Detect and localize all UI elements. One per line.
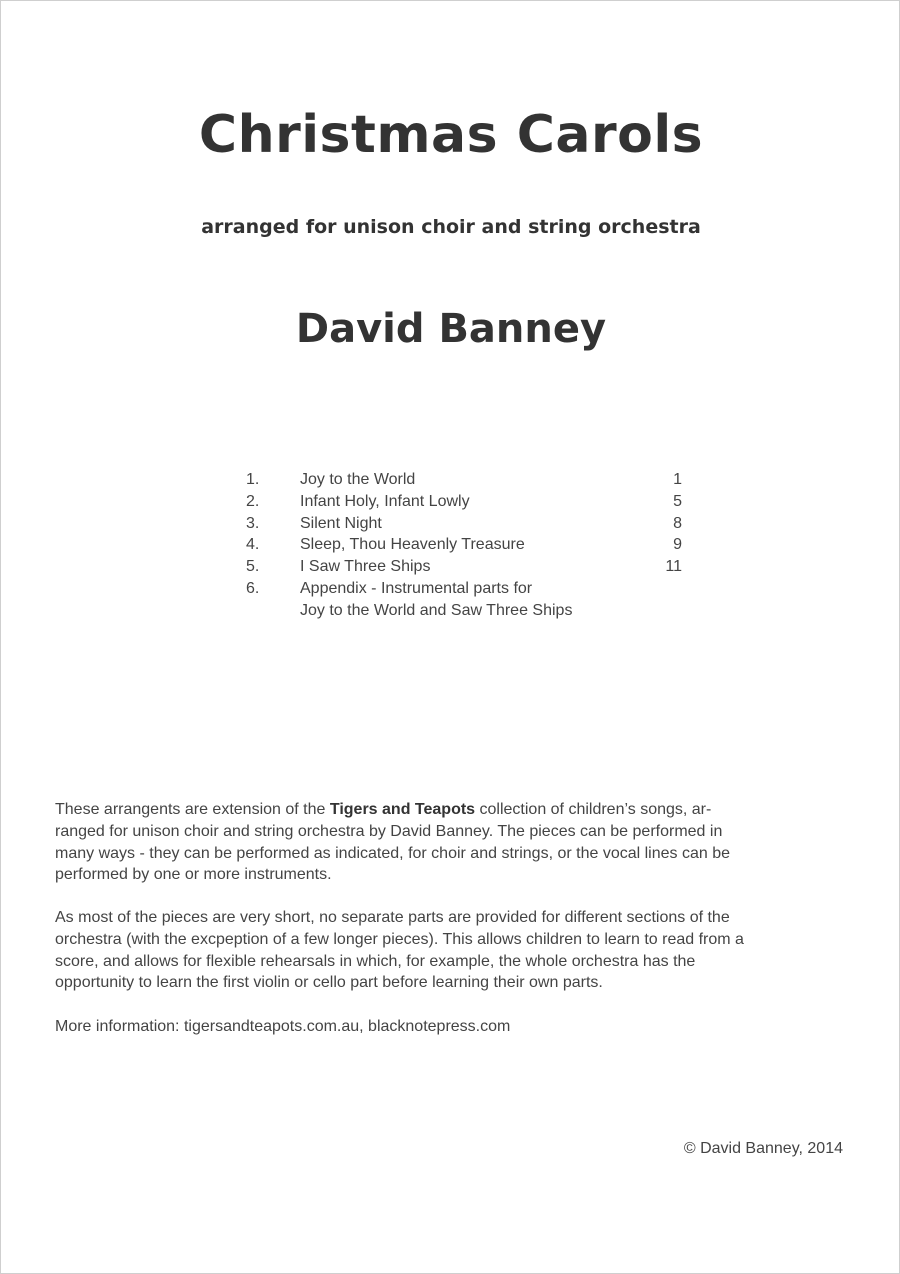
- document-subtitle: arranged for unison choir and string orchestra: [201, 216, 701, 238]
- toc-item: [246, 513, 706, 535]
- paragraph-line: As most of the pieces are very short, no separate parts are provided for different sections of the: [55, 909, 730, 926]
- toc-item-page: 11: [665, 558, 682, 576]
- toc-item: [246, 469, 706, 491]
- paragraph-line: ranged for unison choir and string orchestra by David Banney. The pieces can be performed in: [55, 822, 723, 840]
- parts-paragraph: [55, 907, 855, 994]
- toc-item-title: Silent Night: [300, 514, 382, 532]
- paragraph-line: [55, 799, 855, 821]
- toc-item-page: 1: [673, 471, 682, 488]
- toc-item: [246, 578, 706, 600]
- intro-paragraph: [55, 799, 855, 886]
- toc-item-number: 4.: [246, 536, 260, 554]
- text-run: collection of children’s songs, ar-: [475, 801, 712, 818]
- paragraph-line: many ways - they can be performed as indicated, for choir and strings, or the vocal lines can be: [55, 844, 731, 862]
- paragraph-line: orchestra (with the excpeption of a few longer pieces). This allows children to learn to read from a: [55, 930, 744, 948]
- more-information: More information: tigersandteapots.com.au, blacknotepress.com: [55, 1018, 511, 1035]
- paragraph-line: score, and allows for flexible rehearsals in which, for example, the whole orchestra has the: [55, 952, 696, 970]
- table-of-contents: [246, 469, 706, 622]
- toc-item-number: 1.: [246, 471, 260, 488]
- toc-item-number: 5.: [246, 558, 260, 576]
- toc-item: [246, 556, 706, 578]
- collection-name: Tigers and Teapots: [329, 801, 476, 818]
- toc-item-title: Joy to the World: [300, 471, 416, 488]
- toc-item-continuation: [246, 600, 706, 622]
- toc-item-title: Infant Holy, Infant Lowly: [300, 492, 470, 510]
- toc-item-title: Sleep, Thou Heavenly Treasure: [300, 536, 525, 554]
- document-title: Christmas Carols: [198, 105, 704, 165]
- toc-item-number: 6.: [246, 579, 260, 597]
- toc-item-page: 5: [673, 492, 682, 510]
- toc-item-title: Appendix - Instrumental parts for: [300, 579, 533, 597]
- toc-item-title-continued: Joy to the World and Saw Three Ships: [300, 601, 573, 619]
- toc-item-number: 2.: [246, 492, 260, 510]
- copyright-notice: © David Banney, 2014: [683, 1140, 843, 1157]
- toc-item-page: 9: [673, 536, 682, 554]
- text-run: These arrangents are extension of the: [55, 801, 330, 818]
- toc-item: [246, 491, 706, 513]
- toc-item-title: I Saw Three Ships: [300, 558, 431, 576]
- toc-item: [246, 534, 706, 556]
- toc-item-page: 8: [673, 514, 682, 532]
- paragraph-line: opportunity to learn the first violin or cello part before learning their own parts.: [55, 974, 603, 992]
- paragraph-line: performed by one or more instruments.: [55, 866, 332, 884]
- document-author: David Banney: [295, 306, 607, 352]
- toc-item-number: 3.: [246, 514, 260, 532]
